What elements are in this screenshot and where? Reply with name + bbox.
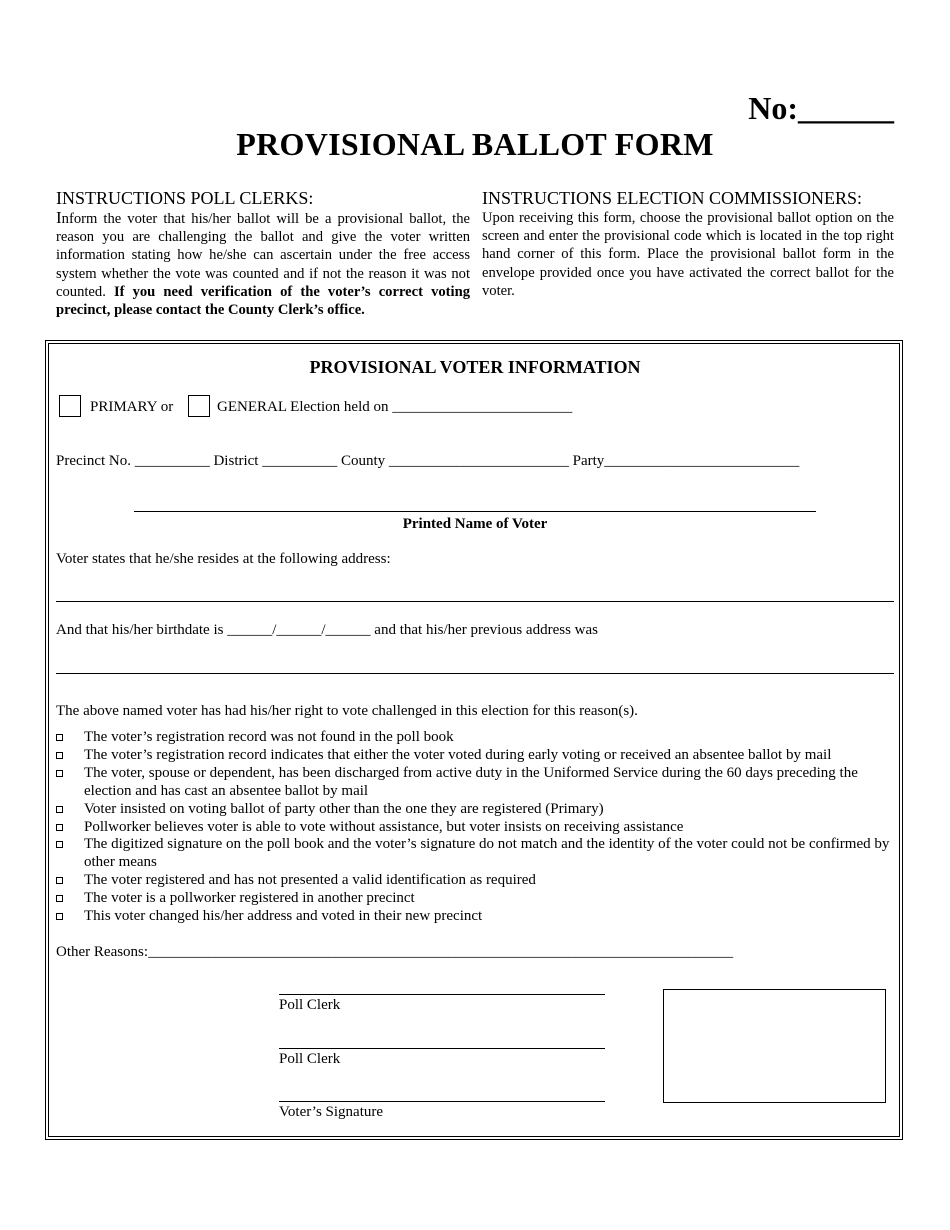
reason-item[interactable]: The voter, spouse or dependent, has been discharged from active duty in the Uniformed Service during the 60 days preceding the election and has cast an absentee ballot by mail <box>56 765 896 801</box>
poll-clerks-instructions <box>56 209 470 319</box>
page-title: PROVISIONAL BALLOT FORM <box>236 126 714 162</box>
poll-clerk-2-label: Poll Clerk <box>279 1051 341 1067</box>
address-line[interactable] <box>56 601 894 602</box>
reason-item[interactable]: Voter insisted on voting ballot of party other than the one they are registered (Primary) <box>56 801 896 819</box>
voter-info-title: PROVISIONAL VOTER INFORMATION <box>309 357 641 377</box>
voter-signature-line[interactable] <box>279 1101 605 1102</box>
reason-checkbox[interactable] <box>56 770 63 777</box>
precinct-district-county-party-line[interactable]: Precinct No. __________ District __________ County ________________________ Party__________________________ <box>56 453 800 469</box>
primary-label: PRIMARY or <box>90 399 174 415</box>
birthdate-line[interactable]: And that his/her birthdate is ______/______/______ and that his/her previous address was <box>56 622 598 638</box>
reason-checkbox[interactable] <box>56 895 63 902</box>
commissioners-heading: INSTRUCTIONS ELECTION COMMISSIONERS: <box>482 188 863 208</box>
poll-clerk-1-signature-line[interactable] <box>279 994 605 995</box>
address-statement: Voter states that he/she resides at the following address: <box>56 551 391 567</box>
poll-clerk-1-label: Poll Clerk <box>279 997 341 1013</box>
poll-clerks-heading: INSTRUCTIONS POLL CLERKS: <box>56 188 314 208</box>
reason-checkbox[interactable] <box>56 877 63 884</box>
reason-item[interactable]: Pollworker believes voter is able to vote without assistance, but voter insists on receiving assistance <box>56 819 896 837</box>
reason-item[interactable]: The voter is a pollworker registered in another precinct <box>56 890 896 908</box>
general-election-label: GENERAL Election held on ________________________ <box>217 399 573 415</box>
reason-checkbox[interactable] <box>56 734 63 741</box>
reason-list <box>56 729 896 926</box>
primary-checkbox[interactable] <box>59 395 81 417</box>
drop-cap: I <box>56 208 62 227</box>
commissioners-instructions: Upon receiving this form, choose the provisional ballot option on the screen and enter the provisional code which is located in the top right hand corner of this form. Place the provisional ballot form in the envelope provided once you have activated the correct ballot for the voter. <box>482 210 894 299</box>
reason-checkbox[interactable] <box>56 806 63 813</box>
previous-address-line[interactable] <box>56 673 894 674</box>
general-checkbox[interactable] <box>188 395 210 417</box>
poll-clerks-bold-text: If you need verification of the voter’s correct voting precinct, please contact the County Clerk’s office. <box>56 283 470 319</box>
poll-clerks-text: nform the voter that his/her ballot will be a provisional ballot, the reason you are challenging the ballot and give the voter written information stating how he/she can ascertain under the free access system whether the vote was counted and if not the reason it was not counted. <box>56 211 470 300</box>
reason-checkbox[interactable] <box>56 841 63 848</box>
reason-item[interactable]: The voter’s registration record indicates that either the voter voted during early voting or received an absentee ballot by mail <box>56 747 896 765</box>
printed-name-label: Printed Name of Voter <box>402 516 548 532</box>
other-reasons-line[interactable]: Other Reasons:______________________________________________________________________________ <box>56 944 734 960</box>
reason-item[interactable]: This voter changed his/her address and voted in their new precinct <box>56 908 896 926</box>
printed-name-line[interactable] <box>134 511 816 512</box>
form-number: No:______ <box>748 90 894 126</box>
challenge-statement: The above named voter has had his/her right to vote challenged in this election for this reason(s). <box>56 703 638 719</box>
reason-item[interactable]: The digitized signature on the poll book and the voter’s signature do not match and the identity of the voter could not be confirmed by other means <box>56 836 896 872</box>
voter-signature-label: Voter’s Signature <box>279 1104 384 1120</box>
poll-clerk-2-signature-line[interactable] <box>279 1048 605 1049</box>
reason-checkbox[interactable] <box>56 824 63 831</box>
reason-item[interactable]: The voter registered and has not presented a valid identification as required <box>56 872 896 890</box>
reason-checkbox[interactable] <box>56 913 63 920</box>
stamp-box <box>663 989 886 1103</box>
reason-checkbox[interactable] <box>56 752 63 759</box>
reason-item[interactable]: The voter’s registration record was not found in the poll book <box>56 729 896 747</box>
